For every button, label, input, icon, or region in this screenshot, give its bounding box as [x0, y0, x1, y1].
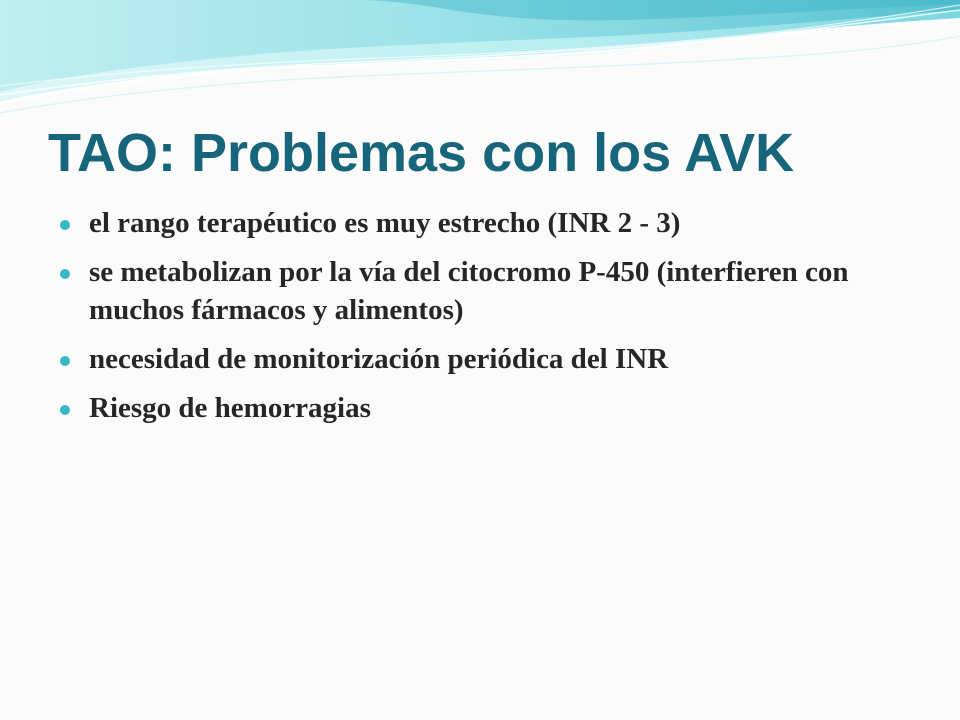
bullet-list: [58, 204, 918, 438]
bullet-text: necesidad de monitorización periódica del INR: [89, 343, 669, 375]
bullet-item: [58, 253, 918, 329]
bullet-item: [58, 204, 918, 242]
round-bullet-icon: [60, 356, 70, 366]
bullet-item: [58, 340, 918, 378]
bullet-text: Riesgo de hemorragias: [89, 392, 371, 424]
bullet-text: el rango terapéutico es muy estrecho (INR 2 - 3): [89, 207, 681, 239]
slide-title: TAO: Problemas con los AVK: [48, 123, 795, 183]
bullet-text: se metabolizan por la vía del citocromo P-450 (interfieren con muchos fármacos y alimentos): [89, 256, 849, 326]
round-bullet-icon: [60, 220, 70, 230]
wave-decoration: [0, 0, 960, 120]
bullet-item: [58, 389, 918, 427]
round-bullet-icon: [60, 269, 70, 279]
round-bullet-icon: [60, 405, 70, 415]
